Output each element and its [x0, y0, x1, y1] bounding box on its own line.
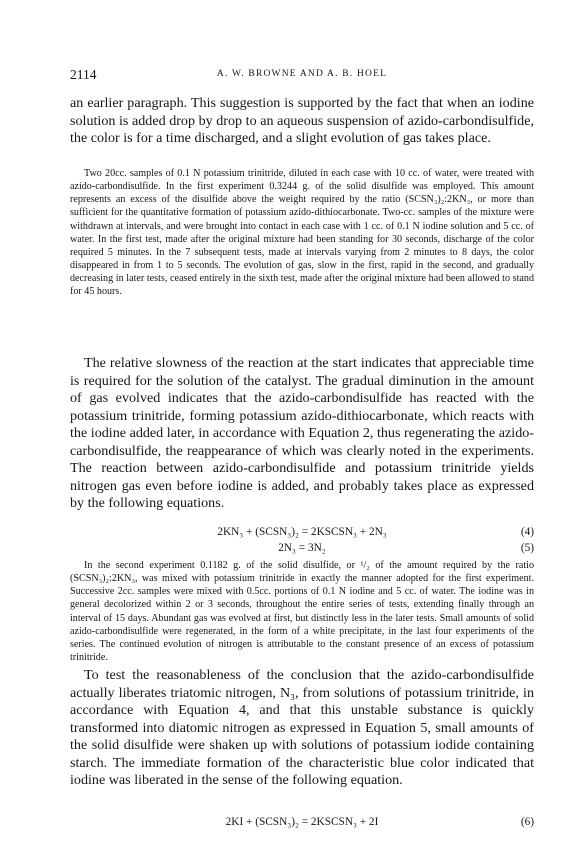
paragraph-conclusion-text: To test the reasonableness of the conclusion that the azido-carbondisulfide actually liberates triatomic nitrogen, N₃, from solutions of potassium trinitride, in accordance with Equation 4, and that this unstable substance is quickly transformed into diatomic nitrogen as expressed in Equation 5, small amounts of the solid disulfide were shaken up with solutions of potassium iodide containing starch. The immediate formation of the characteristic blue color indicated that iodine was liberated in the sense of the following equation.	[70, 667, 534, 788]
equation-4	[70, 526, 534, 540]
paragraph-intro	[70, 95, 534, 148]
equation-6	[70, 816, 534, 830]
equation-6-text: 2KI + (SCSN₃)₂ = 2KSCSN₃ + 2I	[225, 816, 379, 828]
equation-5	[70, 542, 534, 556]
paragraph-experiment-two-text: In the second experiment 0.1182 g. of the solid disulfide, or ¹/₂ of the amount required by the ratio (SCSN₃)₂:2KN₃, was mixed with potassium trinitride in exactly the manner adopted for the first experiment. Successive 2cc. samples were mixed with 0.5cc. portions of 0.1 N iodine and 5 cc. of water. The iodine was in general decolorized within 2 or 3 seconds, throughout the entire series of tests, extending finally through an interval of 15 days. Abundant gas was evolved at first, but distinctly less in the later tests. Small amounts of solid azido-carbondisulfide were regenerated, in the form of a white precipitate, in the last four experiments of the series. The continued evolution of nitrogen is attributable to the constant presence of an excess of potassium trinitride.	[70, 560, 534, 664]
paragraph-experiment-one	[70, 167, 534, 299]
equation-6-number: (6)	[520, 816, 534, 828]
equation-5-text: 2N₃ = 3N₂	[278, 542, 326, 554]
running-header	[70, 67, 534, 83]
paragraph-experiment-one-text: Two 20cc. samples of 0.1 N potassium trinitride, diluted in each case with 10 cc. of water, were treated with azido-carbondisulfide. In the first experiment 0.3244 g. of the solid disulfide was employed. This amount represents an excess of the disulfide above the weight required by the ratio (SCSN₃)₂:2KN₃, or more than sufficient for the quantitative formation of potassium azido-dithiocarbonate. Two-cc. samples of the mixture were withdrawn at intervals, and were brought into contact in each case with 1 cc. of 0.1 N iodine solution and 5 cc. of water. In the first test, made after the original mixture had been standing for 30 seconds, discharge of the color required 5 minutes. In the 7 subsequent tests, made at intervals varying from 2 minutes to 8 days, the color disappeared in from 1 to 5 seconds. The evolution of gas, slow in the first, rapid in the second, and gradually decreasing in later tests, ceased entirely in the sixth test, made after the original mixture had been allowed to stand for 45 hours.	[70, 168, 534, 298]
paragraph-discussion-text: The relative slowness of the reaction at the start indicates that appreciable time is required for the solution of the catalyst. The gradual diminution in the amount of gas evolved indicates that the azido-carbondisulfide has reacted with the potassium trinitride, forming potassium azido-dithiocarbonate, which reacts with the iodine added later, in accordance with Equation 2, thus regenerating the azido-carbondisulfide, the reappearance of which was clearly noted in the experiments. The reaction between azido-carbondisulfide and potassium trinitride yields nitrogen gas even before iodine is added, and probably takes place as expressed by the following equations.	[70, 355, 534, 511]
paragraph-conclusion	[70, 667, 534, 790]
equation-4-number: (4)	[520, 526, 534, 538]
page-number: 2114	[70, 67, 97, 82]
equation-4-text: 2KN₃ + (SCSN₃)₂ = 2KSCSN₃ + 2N₃	[217, 526, 387, 538]
equation-5-number: (5)	[520, 542, 534, 554]
paragraph-intro-text: an earlier paragraph. This suggestion is supported by the fact that when an iodine solution is added drop by drop to an aqueous suspension of azido-carbondisulfide, the color is for a time discharged, and a slight evolution of gas takes place.	[70, 95, 534, 146]
paragraph-experiment-two	[70, 559, 534, 664]
header-authors: A. W. BROWNE AND A. B. HOEL	[216, 69, 388, 79]
paragraph-discussion	[70, 355, 534, 513]
